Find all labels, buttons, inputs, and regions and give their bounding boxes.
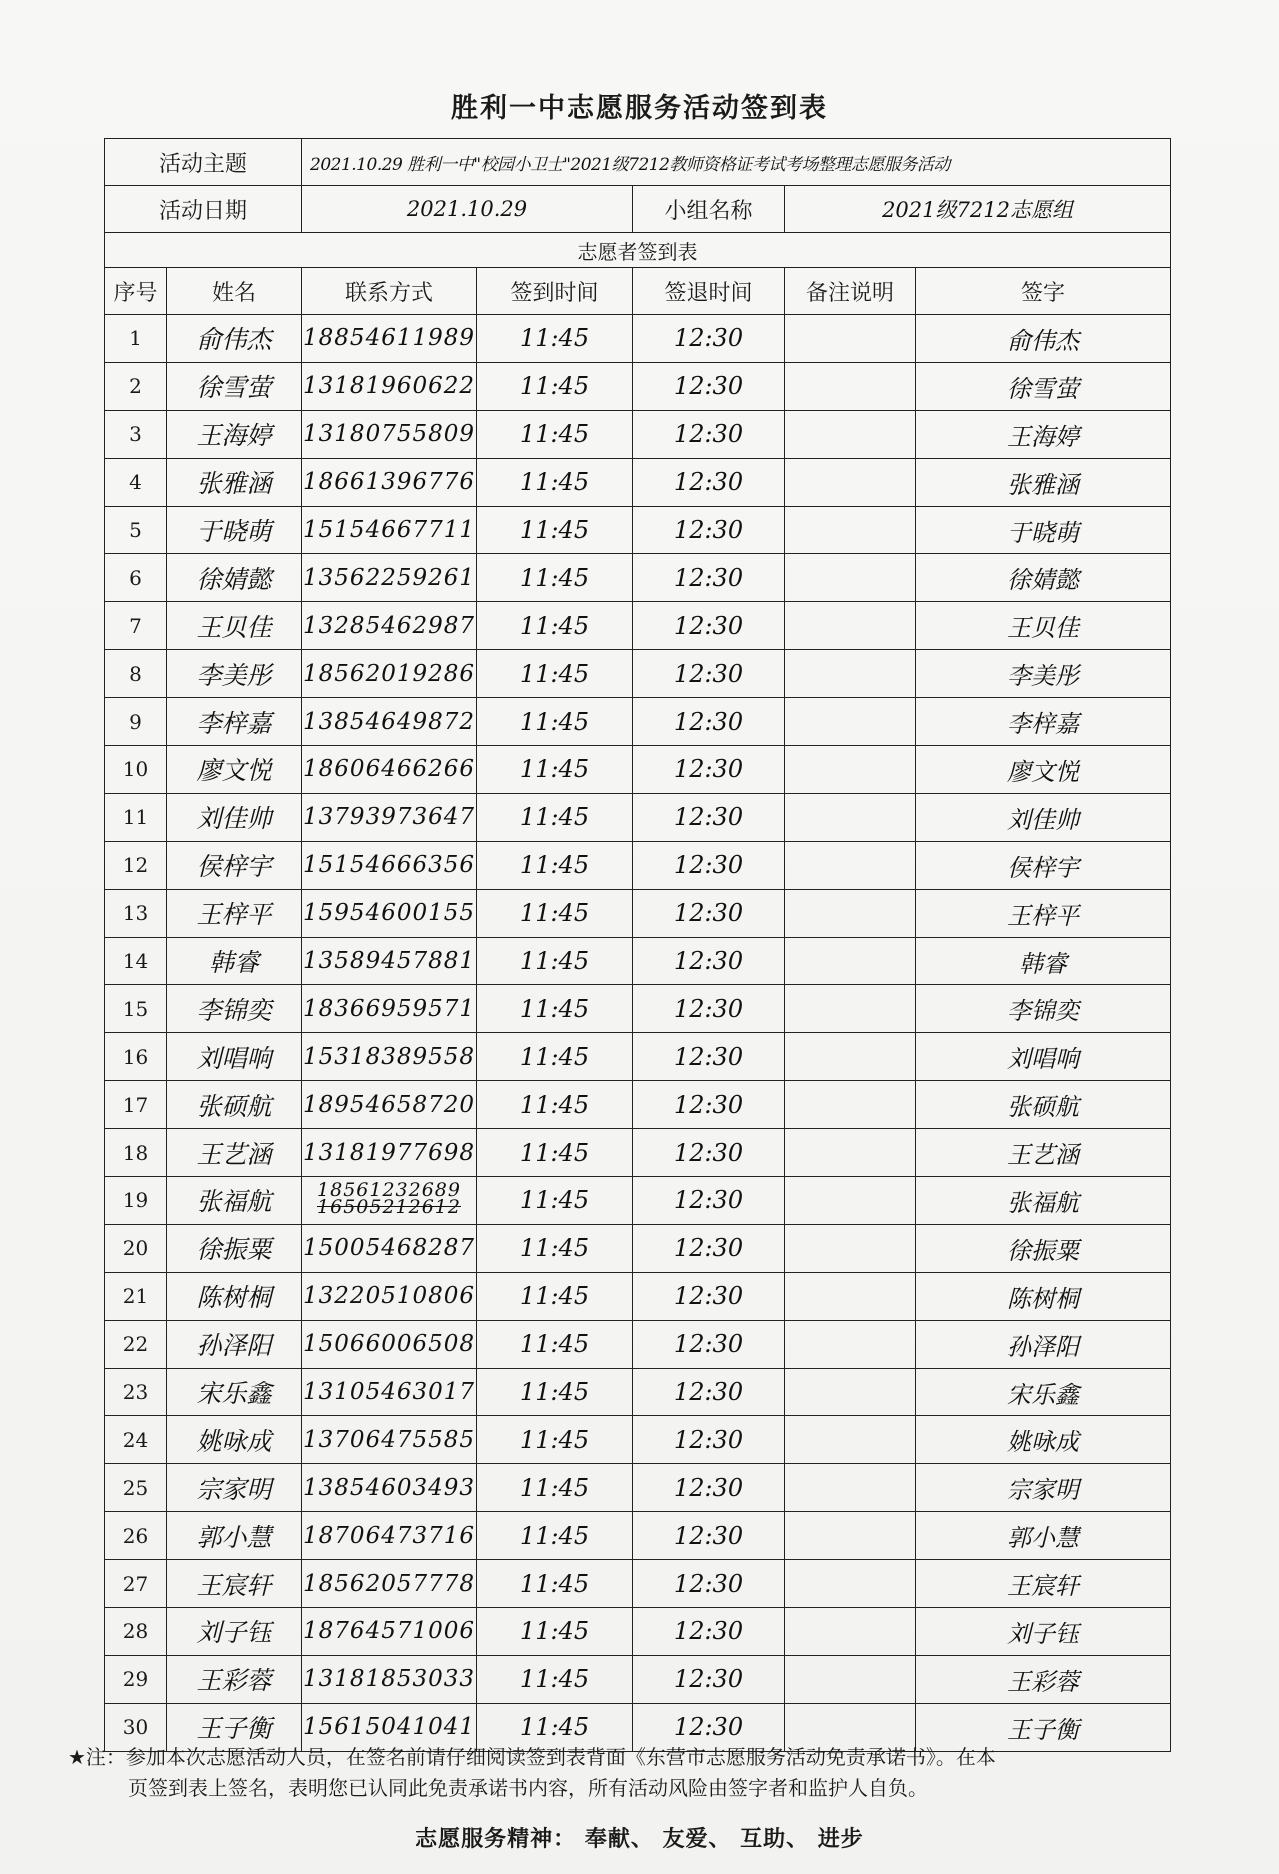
date-value: 2021.10.29 xyxy=(302,186,633,233)
checkout-time: 12:30 xyxy=(633,1368,785,1416)
col-header-name: 姓名 xyxy=(167,268,302,315)
volunteer-phone: 15615041041 xyxy=(302,1703,477,1751)
page-title: 胜利一中志愿服务活动签到表 xyxy=(451,93,828,124)
table-row xyxy=(105,1129,1171,1177)
signature: 孙泽阳 xyxy=(916,1320,1171,1368)
remark xyxy=(785,889,916,937)
volunteer-name: 韩睿 xyxy=(167,937,302,985)
row-number: 25 xyxy=(105,1464,167,1512)
signature: 刘佳帅 xyxy=(916,793,1171,841)
checkout-time: 12:30 xyxy=(633,1703,785,1751)
footer-note-line2: 页签到表上签名，表明您已认同此免责承诺书内容，所有活动风险由签字者和监护人自负。 xyxy=(128,1776,928,1800)
signature: 王彩蓉 xyxy=(916,1655,1171,1703)
remark xyxy=(785,841,916,889)
checkout-time: 12:30 xyxy=(633,362,785,410)
volunteer-phone: 13180755809 xyxy=(302,410,477,458)
volunteer-phone: 15005468287 xyxy=(302,1224,477,1272)
signature: 徐振粟 xyxy=(916,1224,1171,1272)
checkin-time: 11:45 xyxy=(477,602,633,650)
row-number: 7 xyxy=(105,602,167,650)
remark xyxy=(785,698,916,746)
remark xyxy=(785,1320,916,1368)
signature: 徐婧懿 xyxy=(916,554,1171,602)
checkin-time: 11:45 xyxy=(477,458,633,506)
volunteer-spirit: 志愿服务精神： 奉献、 友爱、 互助、 进步 xyxy=(415,1827,864,1852)
remark xyxy=(785,1129,916,1177)
volunteer-phone: 13854649872 xyxy=(302,698,477,746)
volunteer-name: 王艺涵 xyxy=(167,1129,302,1177)
table-row xyxy=(105,458,1171,506)
table-row xyxy=(105,937,1171,985)
checkout-time: 12:30 xyxy=(633,410,785,458)
checkin-time: 11:45 xyxy=(477,1224,633,1272)
volunteer-phone: 13220510806 xyxy=(302,1272,477,1320)
checkin-time: 11:45 xyxy=(477,1560,633,1608)
row-number: 16 xyxy=(105,1033,167,1081)
volunteer-phone: 18366959571 xyxy=(302,985,477,1033)
volunteer-name: 俞伟杰 xyxy=(167,315,302,363)
remark xyxy=(785,1512,916,1560)
phone-correction xyxy=(317,1178,461,1218)
section-title: 志愿者签到表 xyxy=(105,233,1171,268)
row-number: 10 xyxy=(105,746,167,794)
checkin-time: 11:45 xyxy=(477,698,633,746)
date-group-row xyxy=(105,186,1171,233)
remark xyxy=(785,1608,916,1656)
checkin-time: 11:45 xyxy=(477,315,633,363)
row-number: 14 xyxy=(105,937,167,985)
checkout-time: 12:30 xyxy=(633,1464,785,1512)
remark xyxy=(785,1416,916,1464)
row-number: 11 xyxy=(105,793,167,841)
volunteer-phone: 18562019286 xyxy=(302,650,477,698)
footer-note-line1: ★注：参加本次志愿活动人员，在签名前请仔细阅读签到表背面《东营市志愿服务活动免责承诺书》。在本 xyxy=(68,1745,996,1769)
signature: 郭小慧 xyxy=(916,1512,1171,1560)
col-header-phone: 联系方式 xyxy=(302,268,477,315)
signature: 王贝佳 xyxy=(916,602,1171,650)
table-row xyxy=(105,506,1171,554)
checkin-time: 11:45 xyxy=(477,1081,633,1129)
checkout-time: 12:30 xyxy=(633,1129,785,1177)
row-number: 21 xyxy=(105,1272,167,1320)
checkout-time: 12:30 xyxy=(633,746,785,794)
theme-row xyxy=(105,139,1171,186)
table-row xyxy=(105,1655,1171,1703)
checkout-time: 12:30 xyxy=(633,1033,785,1081)
checkin-time: 11:45 xyxy=(477,362,633,410)
table-row xyxy=(105,650,1171,698)
volunteer-name: 宋乐鑫 xyxy=(167,1368,302,1416)
volunteer-name: 王梓平 xyxy=(167,889,302,937)
remark xyxy=(785,554,916,602)
checkin-time: 11:45 xyxy=(477,1272,633,1320)
volunteer-name: 李美彤 xyxy=(167,650,302,698)
volunteer-name: 张福航 xyxy=(167,1177,302,1225)
volunteer-name: 李梓嘉 xyxy=(167,698,302,746)
volunteer-name: 陈树桐 xyxy=(167,1272,302,1320)
checkin-time: 11:45 xyxy=(477,1129,633,1177)
remark xyxy=(785,602,916,650)
table-row xyxy=(105,410,1171,458)
remark xyxy=(785,746,916,794)
volunteer-phone: 15154667711 xyxy=(302,506,477,554)
signature: 王梓平 xyxy=(916,889,1171,937)
signature: 李美彤 xyxy=(916,650,1171,698)
signature: 刘唱响 xyxy=(916,1033,1171,1081)
checkout-time: 12:30 xyxy=(633,889,785,937)
signature: 宗家明 xyxy=(916,1464,1171,1512)
checkin-time: 11:45 xyxy=(477,889,633,937)
table-row xyxy=(105,362,1171,410)
checkin-time: 11:45 xyxy=(477,1033,633,1081)
row-number: 27 xyxy=(105,1560,167,1608)
signature: 王海婷 xyxy=(916,410,1171,458)
remark xyxy=(785,315,916,363)
checkin-time: 11:45 xyxy=(477,1320,633,1368)
phone-corrected: 18561232689 xyxy=(317,1178,461,1201)
table-row xyxy=(105,1368,1171,1416)
checkout-time: 12:30 xyxy=(633,1272,785,1320)
signature: 王子衡 xyxy=(916,1703,1171,1751)
row-number: 2 xyxy=(105,362,167,410)
volunteer-name: 王彩蓉 xyxy=(167,1655,302,1703)
remark xyxy=(785,1081,916,1129)
volunteer-phone: 13793973647 xyxy=(302,793,477,841)
signature: 张福航 xyxy=(916,1177,1171,1225)
checkin-time: 11:45 xyxy=(477,554,633,602)
volunteer-phone: 13105463017 xyxy=(302,1368,477,1416)
checkin-time: 11:45 xyxy=(477,793,633,841)
row-number: 17 xyxy=(105,1081,167,1129)
table-row xyxy=(105,1416,1171,1464)
row-number: 22 xyxy=(105,1320,167,1368)
row-number: 20 xyxy=(105,1224,167,1272)
remark xyxy=(785,1033,916,1081)
row-number: 30 xyxy=(105,1703,167,1751)
volunteer-name: 王海婷 xyxy=(167,410,302,458)
checkout-time: 12:30 xyxy=(633,1416,785,1464)
volunteer-name: 于晓萌 xyxy=(167,506,302,554)
checkin-time: 11:45 xyxy=(477,1368,633,1416)
volunteer-name: 李锦奕 xyxy=(167,985,302,1033)
volunteer-name: 王宸轩 xyxy=(167,1560,302,1608)
checkout-time: 12:30 xyxy=(633,1081,785,1129)
date-label: 活动日期 xyxy=(105,186,302,233)
volunteer-name: 徐振粟 xyxy=(167,1224,302,1272)
phone-struck-out: 16505212612 xyxy=(317,1195,461,1218)
volunteer-name: 刘子钰 xyxy=(167,1608,302,1656)
remark xyxy=(785,985,916,1033)
remark xyxy=(785,1560,916,1608)
checkout-time: 12:30 xyxy=(633,506,785,554)
row-number: 24 xyxy=(105,1416,167,1464)
col-header-signature: 签字 xyxy=(916,268,1171,315)
signature: 徐雪萤 xyxy=(916,362,1171,410)
row-number: 15 xyxy=(105,985,167,1033)
remark xyxy=(785,650,916,698)
row-number: 6 xyxy=(105,554,167,602)
volunteer-name: 刘佳帅 xyxy=(167,793,302,841)
signature: 李锦奕 xyxy=(916,985,1171,1033)
row-number: 4 xyxy=(105,458,167,506)
table-row xyxy=(105,746,1171,794)
remark xyxy=(785,1224,916,1272)
col-header-no: 序号 xyxy=(105,268,167,315)
checkin-time: 11:45 xyxy=(477,1464,633,1512)
checkout-time: 12:30 xyxy=(633,602,785,650)
checkin-time: 11:45 xyxy=(477,841,633,889)
volunteer-phone: 13181977698 xyxy=(302,1129,477,1177)
signature: 张硕航 xyxy=(916,1081,1171,1129)
checkin-time: 11:45 xyxy=(477,1177,633,1225)
volunteer-phone: 13854603493 xyxy=(302,1464,477,1512)
volunteer-phone: 13706475585 xyxy=(302,1416,477,1464)
remark xyxy=(785,362,916,410)
row-number: 8 xyxy=(105,650,167,698)
volunteer-name: 姚咏成 xyxy=(167,1416,302,1464)
volunteer-name: 张雅涵 xyxy=(167,458,302,506)
remark xyxy=(785,793,916,841)
volunteer-name: 王贝佳 xyxy=(167,602,302,650)
checkout-time: 12:30 xyxy=(633,1608,785,1656)
volunteer-phone: 18764571006 xyxy=(302,1608,477,1656)
volunteer-phone: 18661396776 xyxy=(302,458,477,506)
signature: 姚咏成 xyxy=(916,1416,1171,1464)
volunteer-name: 徐婧懿 xyxy=(167,554,302,602)
row-number: 9 xyxy=(105,698,167,746)
table-row xyxy=(105,1464,1171,1512)
remark xyxy=(785,1368,916,1416)
remark xyxy=(785,1655,916,1703)
checkout-time: 12:30 xyxy=(633,1177,785,1225)
checkin-time: 11:45 xyxy=(477,1655,633,1703)
table-row xyxy=(105,1512,1171,1560)
volunteer-name: 宗家明 xyxy=(167,1464,302,1512)
column-header-row xyxy=(105,268,1171,315)
signature: 刘子钰 xyxy=(916,1608,1171,1656)
volunteer-phone: 15318389558 xyxy=(302,1033,477,1081)
checkin-time: 11:45 xyxy=(477,985,633,1033)
volunteer-phone: 18854611989 xyxy=(302,315,477,363)
volunteer-name: 张硕航 xyxy=(167,1081,302,1129)
table-row xyxy=(105,841,1171,889)
signature: 廖文悦 xyxy=(916,746,1171,794)
col-header-remark: 备注说明 xyxy=(785,268,916,315)
checkout-time: 12:30 xyxy=(633,1655,785,1703)
theme-label: 活动主题 xyxy=(105,139,302,186)
footer-note xyxy=(68,1742,1208,1804)
signature: 韩睿 xyxy=(916,937,1171,985)
signature: 张雅涵 xyxy=(916,458,1171,506)
volunteer-phone: 13181853033 xyxy=(302,1655,477,1703)
signature: 宋乐鑫 xyxy=(916,1368,1171,1416)
checkout-time: 12:30 xyxy=(633,1512,785,1560)
checkin-time: 11:45 xyxy=(477,1416,633,1464)
volunteer-phone: 15954600155 xyxy=(302,889,477,937)
checkout-time: 12:30 xyxy=(633,1224,785,1272)
row-number: 3 xyxy=(105,410,167,458)
table-row xyxy=(105,1177,1171,1225)
row-number: 5 xyxy=(105,506,167,554)
signature: 陈树桐 xyxy=(916,1272,1171,1320)
table-row xyxy=(105,554,1171,602)
checkout-time: 12:30 xyxy=(633,841,785,889)
volunteer-phone: 13562259261 xyxy=(302,554,477,602)
signature: 王艺涵 xyxy=(916,1129,1171,1177)
table-row xyxy=(105,1320,1171,1368)
remark xyxy=(785,937,916,985)
volunteer-phone: 15154666356 xyxy=(302,841,477,889)
volunteer-name: 徐雪萤 xyxy=(167,362,302,410)
checkout-time: 12:30 xyxy=(633,937,785,985)
remark xyxy=(785,458,916,506)
volunteer-phone: 13285462987 xyxy=(302,602,477,650)
table-row xyxy=(105,1560,1171,1608)
checkin-time: 11:45 xyxy=(477,937,633,985)
checkout-time: 12:30 xyxy=(633,1560,785,1608)
volunteer-phone: 15066006508 xyxy=(302,1320,477,1368)
remark xyxy=(785,1177,916,1225)
row-number: 12 xyxy=(105,841,167,889)
remark xyxy=(785,410,916,458)
table-row xyxy=(105,1272,1171,1320)
checkin-time: 11:45 xyxy=(477,746,633,794)
table-row xyxy=(105,985,1171,1033)
checkin-time: 11:45 xyxy=(477,1512,633,1560)
volunteer-name: 廖文悦 xyxy=(167,746,302,794)
checkout-time: 12:30 xyxy=(633,698,785,746)
checkout-time: 12:30 xyxy=(633,315,785,363)
volunteer-phone: 18706473716 xyxy=(302,1512,477,1560)
remark xyxy=(785,1464,916,1512)
table-row xyxy=(105,1608,1171,1656)
row-number: 13 xyxy=(105,889,167,937)
checkin-time: 11:45 xyxy=(477,1608,633,1656)
remark xyxy=(785,1272,916,1320)
checkout-time: 12:30 xyxy=(633,554,785,602)
volunteer-name: 郭小慧 xyxy=(167,1512,302,1560)
table-row xyxy=(105,602,1171,650)
table-row xyxy=(105,315,1171,363)
row-number: 18 xyxy=(105,1129,167,1177)
checkout-time: 12:30 xyxy=(633,458,785,506)
volunteer-name: 孙泽阳 xyxy=(167,1320,302,1368)
table-row xyxy=(105,1224,1171,1272)
signature: 王宸轩 xyxy=(916,1560,1171,1608)
sign-in-table xyxy=(104,138,1171,1752)
table-row xyxy=(105,1033,1171,1081)
checkin-time: 11:45 xyxy=(477,506,633,554)
table-row xyxy=(105,698,1171,746)
volunteer-phone: 18562057778 xyxy=(302,1560,477,1608)
volunteer-phone: 18606466266 xyxy=(302,746,477,794)
checkin-time: 11:45 xyxy=(477,1703,633,1751)
volunteer-phone xyxy=(302,1177,477,1225)
col-header-checkin: 签到时间 xyxy=(477,268,633,315)
checkin-time: 11:45 xyxy=(477,410,633,458)
volunteer-phone: 13181960622 xyxy=(302,362,477,410)
volunteer-name: 王子衡 xyxy=(167,1703,302,1751)
table-row xyxy=(105,1081,1171,1129)
group-label: 小组名称 xyxy=(633,186,785,233)
volunteer-name: 侯梓宇 xyxy=(167,841,302,889)
theme-value: 2021.10.29 胜利一中"校园小卫士"2021级7212教师资格证考试考场整理志愿服务活动 xyxy=(302,139,1171,186)
volunteer-phone: 13589457881 xyxy=(302,937,477,985)
group-value: 2021级7212志愿组 xyxy=(785,186,1171,233)
checkout-time: 12:30 xyxy=(633,650,785,698)
volunteer-phone: 18954658720 xyxy=(302,1081,477,1129)
checkout-time: 12:30 xyxy=(633,985,785,1033)
checkout-time: 12:30 xyxy=(633,793,785,841)
row-number: 19 xyxy=(105,1177,167,1225)
row-number: 29 xyxy=(105,1655,167,1703)
table-row xyxy=(105,889,1171,937)
signature: 俞伟杰 xyxy=(916,315,1171,363)
checkout-time: 12:30 xyxy=(633,1320,785,1368)
row-number: 28 xyxy=(105,1608,167,1656)
remark xyxy=(785,506,916,554)
col-header-checkout: 签退时间 xyxy=(633,268,785,315)
checkin-time: 11:45 xyxy=(477,650,633,698)
signature: 李梓嘉 xyxy=(916,698,1171,746)
row-number: 1 xyxy=(105,315,167,363)
volunteer-name: 刘唱响 xyxy=(167,1033,302,1081)
signature: 侯梓宇 xyxy=(916,841,1171,889)
row-number: 26 xyxy=(105,1512,167,1560)
row-number: 23 xyxy=(105,1368,167,1416)
table-row xyxy=(105,793,1171,841)
signature: 于晓萌 xyxy=(916,506,1171,554)
section-title-row xyxy=(105,233,1171,268)
